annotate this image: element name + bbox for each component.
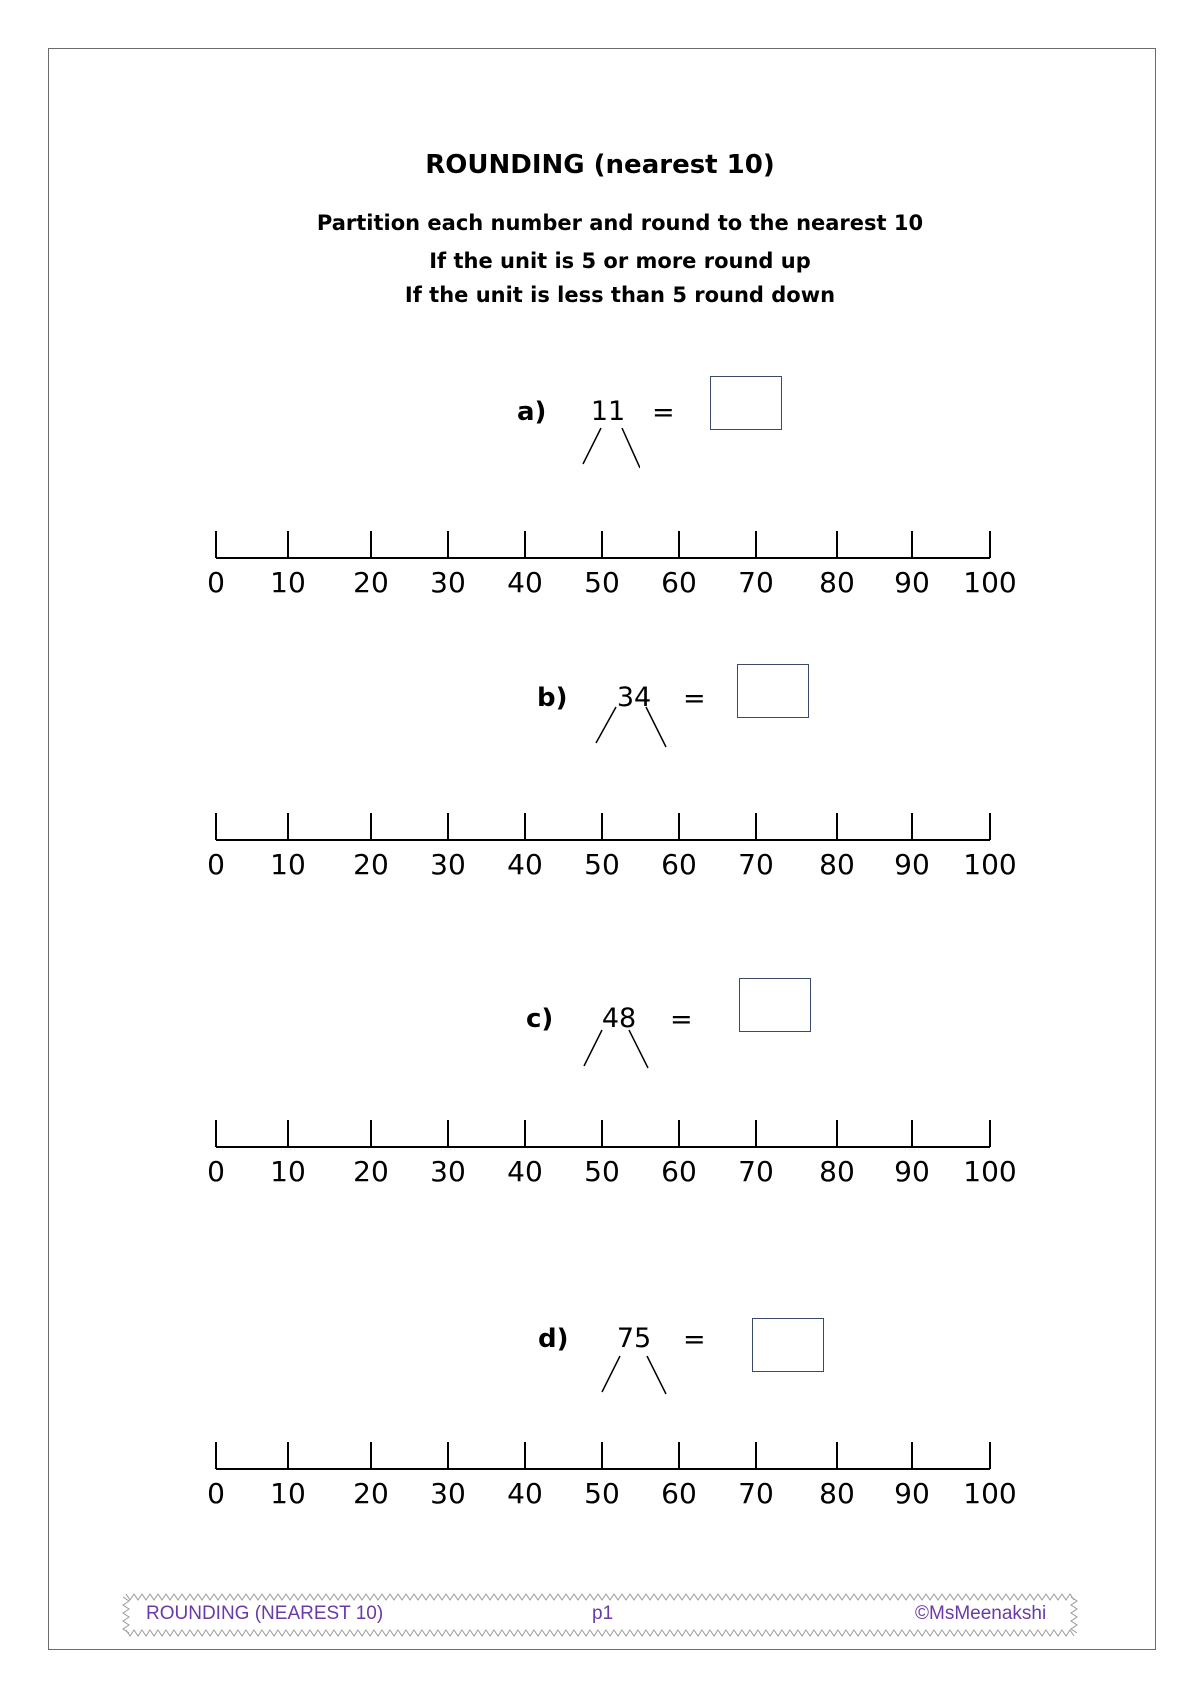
number-line-label: 70 [738,566,774,599]
number-line-label: 60 [661,1477,697,1510]
number-line-label: 40 [507,1477,543,1510]
answer-box[interactable] [752,1318,824,1372]
number-line [195,1119,1055,1188]
number-line [195,812,1055,881]
question-label: d) [538,1324,569,1354]
number-line-label: 80 [819,1477,855,1510]
partition-branches [582,1028,652,1073]
number-line-label: 30 [430,848,466,881]
equals-sign: = [652,397,675,428]
number-line-label: 90 [894,1477,930,1510]
equals-sign: = [683,683,706,714]
number-line-label: 30 [430,566,466,599]
number-line-label: 60 [661,566,697,599]
number-line-label: 40 [507,566,543,599]
number-line-label: 30 [430,1477,466,1510]
number-line-label: 80 [819,1155,855,1188]
number-line-label: 20 [353,1477,389,1510]
question-number: 48 [601,1003,637,1034]
number-line-label: 20 [353,848,389,881]
instruction-line-2: If the unit is 5 or more round up [429,249,811,273]
number-line-label: 60 [661,1155,697,1188]
footer-copyright: ©MsMeenakshi [915,1603,1047,1624]
number-line-label: 20 [353,1155,389,1188]
number-line [195,530,1055,599]
partition-branches [594,705,669,750]
footer-title: ROUNDING (NEAREST 10) [146,1603,384,1624]
number-line-label: 90 [894,848,930,881]
question-label: a) [517,397,547,427]
number-line-label: 40 [507,1155,543,1188]
number-line-label: 90 [894,1155,930,1188]
number-line-label: 0 [207,566,225,599]
number-line-label: 50 [584,566,620,599]
footer-page-number: p1 [592,1603,614,1624]
equals-sign: = [670,1004,693,1035]
number-line-label: 100 [963,848,1017,881]
partition-branches [580,426,640,471]
instruction-line-3: If the unit is less than 5 round down [404,283,836,307]
number-line-label: 40 [507,848,543,881]
number-line-label: 30 [430,1155,466,1188]
question-number: 75 [616,1323,652,1354]
number-line-label: 80 [819,848,855,881]
number-line-label: 0 [207,1477,225,1510]
number-line-label: 0 [207,848,225,881]
number-line-label: 10 [270,1477,306,1510]
worksheet-title: ROUNDING (nearest 10) [425,150,775,180]
answer-box[interactable] [737,664,809,718]
number-line-label: 20 [353,566,389,599]
question-number: 34 [616,682,652,713]
number-line-label: 50 [584,848,620,881]
number-line-label: 50 [584,1155,620,1188]
number-line-label: 0 [207,1155,225,1188]
number-line-label: 10 [270,848,306,881]
number-line-label: 10 [270,566,306,599]
question-label: c) [526,1004,554,1034]
number-line-label: 100 [963,1477,1017,1510]
number-line-label: 70 [738,1477,774,1510]
number-line-label: 70 [738,1155,774,1188]
page-footer [120,1591,1080,1639]
number-line-label: 80 [819,566,855,599]
question-number: 11 [590,396,626,427]
question-label: b) [537,683,568,713]
number-line-label: 90 [894,566,930,599]
equals-sign: = [683,1324,706,1355]
answer-box[interactable] [710,376,782,430]
number-line-label: 50 [584,1477,620,1510]
number-line-label: 60 [661,848,697,881]
instruction-line-1: Partition each number and round to the nearest 10 [316,211,924,235]
number-line-label: 70 [738,848,774,881]
number-line-label: 100 [963,1155,1017,1188]
number-line-label: 100 [963,566,1017,599]
number-line-label: 10 [270,1155,306,1188]
number-line [195,1441,1055,1510]
answer-box[interactable] [739,978,811,1032]
partition-branches [600,1354,670,1399]
